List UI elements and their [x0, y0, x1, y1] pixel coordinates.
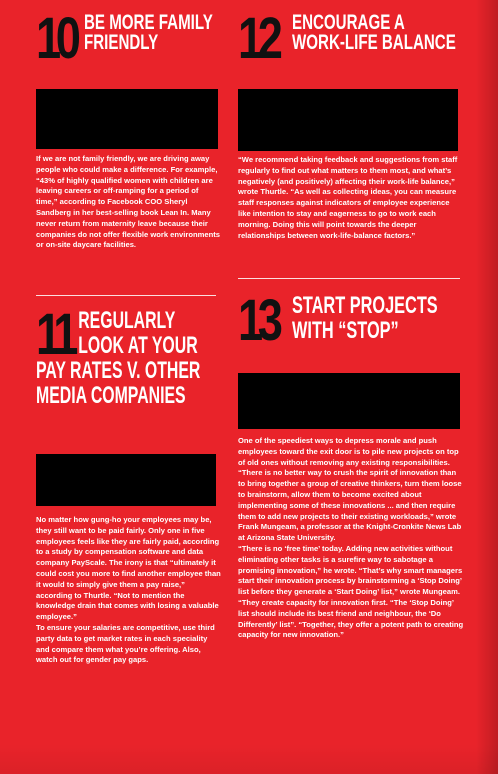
title-line: REGULARLY: [78, 307, 176, 334]
redaction-box: [36, 89, 218, 149]
paragraph: “There is no better way to crush the spirit of innovation than to bring together a group of creative thinkers, turn them loose to brainstorm, allow them to become excited about implementing some of these innovations ... and then require them to add new projects to their existing workloads,” wrote Frank Mungeam, a professor at the Knight-Cronkite News Lab at Arizona State University.: [238, 468, 462, 543]
section-number: 12: [238, 6, 278, 71]
title-line: ENCOURAGE A: [292, 11, 405, 34]
section-body: [36, 154, 220, 251]
title-line: WORK-LIFE BALANCE: [292, 31, 456, 54]
redaction-box: [238, 89, 458, 151]
section-number: 13: [238, 288, 278, 353]
paragraph: To ensure your salaries are competitive, use third party data to get market rates in each speciality and compare them what you’re offering. Also, watch out for gender pay gaps.: [36, 622, 215, 665]
redaction-box: [238, 373, 460, 429]
divider: [238, 278, 460, 279]
section-title: [292, 13, 456, 53]
section-number: 10: [36, 6, 76, 71]
section-body: [238, 155, 464, 241]
paragraph: If we are not family friendly, we are driving away people who could make a difference. For example, “43% of highly qualified women with children are leaving careers or off-ramping for a period of time,” according to Facebook COO Sheryl Sandberg in her best-selling book Lean In. Many never return from maternity leave because their companies do not offer flexible work environments or on-site daycare facilities.: [36, 154, 220, 250]
title-line: BE MORE FAMILY: [84, 11, 213, 34]
paragraph: One of the speediest ways to depress morale and push employees toward the exit door is to pile new projects on top of old ones without removing any existing responsibilities.: [238, 436, 459, 467]
section-body: [36, 515, 222, 666]
section-title: [36, 302, 201, 409]
title-line: PAY RATES V. OTHER: [36, 357, 201, 384]
paragraph: “There is no ‘free time’ today. Adding new activities without eliminating other tasks is a surefire way to sabotage a promising innovation,” he wrote. “That’s why smart managers start their innovation process by brainstorming a ‘Stop Doing’ list before they generate a ‘Start Doing’ list,” wrote Mungeam. “They create capacity for innovation first. “The ‘Stop Doing’ list should include its best friend and neighbour, the ‘Do Differently’ list”. “Together, they offer a potent path to creating capacity for new innovation.”: [238, 543, 464, 640]
section-12: [238, 6, 464, 280]
section-11: [36, 302, 221, 665]
section-13: [238, 290, 464, 720]
section-body: [238, 436, 464, 641]
section-title: [84, 13, 213, 53]
section-10: [36, 6, 220, 300]
paragraph: “We recommend taking feedback and suggestions from staff regularly to find out what matters to them most, and what’s negatively (and positively) affecting their work-life balance,” wrote Thurtle. “As well as collecting ideas, you can measure staff responses against indicators of employee experience like intention to stay and eagerness to go to work each morning. Doing this will point towards the deeper relationships between work-life-balance factors.”: [238, 155, 458, 240]
paragraph: No matter how gung-ho your employees may be, they still want to be paid fairly. Only one in five employees feels like they are fairly paid, according to a study by compensation software and data company PayScale. The irony is that “ultimately it could cost you more to find another employee than it would to simply give them a pay raise,” according to Thurtle. “Not to mention the knowledge drain that comes with losing a valuable employee.”: [36, 515, 221, 622]
title-line: FRIENDLY: [84, 31, 159, 54]
redaction-box: [36, 454, 216, 506]
title-line: WITH “STOP”: [292, 317, 399, 344]
section-title: [292, 293, 438, 343]
page-edge-shadow: [476, 0, 498, 774]
title-line: MEDIA COMPANIES: [36, 382, 186, 409]
title-line: START PROJECTS: [292, 292, 438, 319]
title-line: LOOK AT YOUR: [78, 332, 198, 359]
divider: [36, 295, 216, 296]
section-number: 11: [36, 302, 73, 367]
page-bottom-shade: [0, 744, 498, 774]
